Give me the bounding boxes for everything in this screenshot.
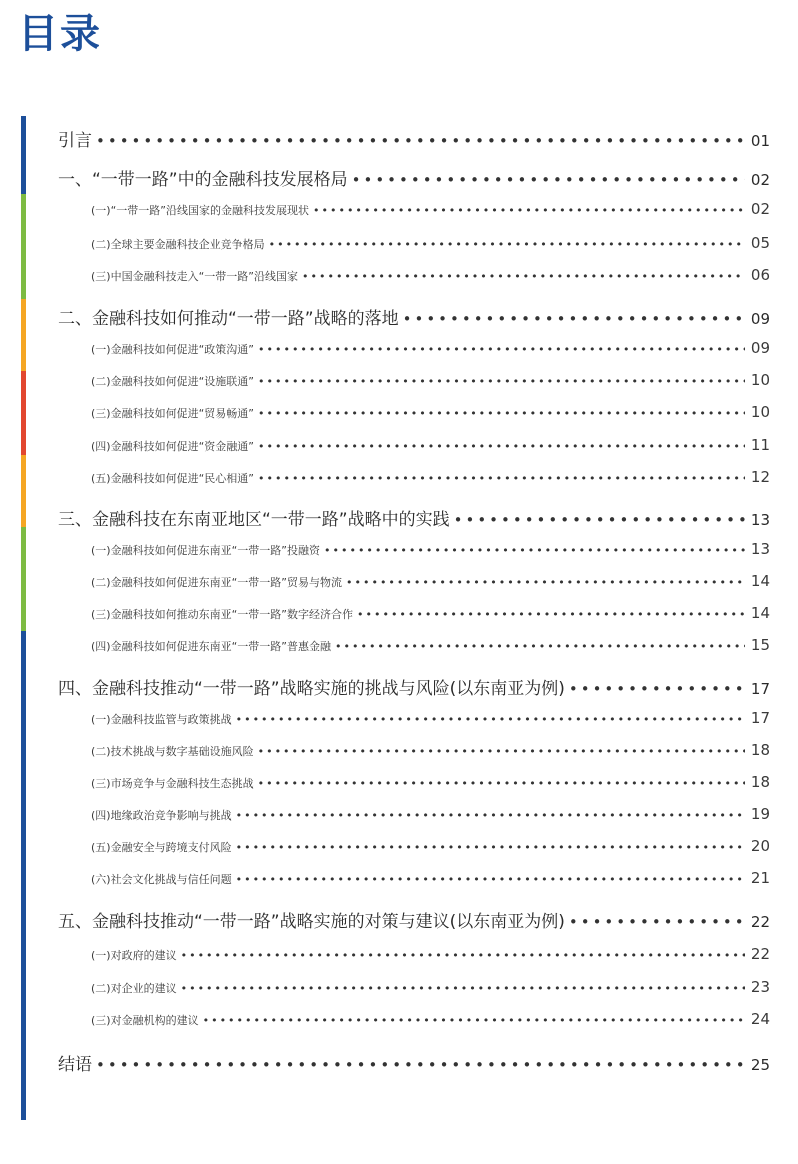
toc-entry-label: (二)技术挑战与数字基础设施风险	[91, 745, 254, 758]
dot-leader	[258, 375, 745, 388]
dot-leader	[313, 204, 745, 217]
toc-entry-page-number: 18	[750, 741, 770, 759]
dot-leader	[569, 913, 745, 931]
toc-entry[interactable]	[58, 126, 770, 151]
dot-leader	[236, 841, 745, 854]
toc-entry-page-number: 10	[750, 403, 770, 421]
toc-entry[interactable]	[58, 1010, 770, 1028]
toc-entry-page-number: 13	[750, 511, 770, 529]
dot-leader	[454, 511, 745, 529]
toc-entry-page-number: 02	[750, 171, 770, 189]
toc-entry[interactable]	[58, 436, 770, 454]
toc-entry[interactable]	[58, 741, 770, 759]
toc-entry-page-number: 09	[750, 310, 770, 328]
dot-leader	[302, 270, 745, 283]
dot-leader	[96, 1056, 745, 1074]
toc-entry[interactable]	[58, 505, 770, 530]
toc-entry[interactable]	[58, 709, 770, 727]
toc-entry-page-number: 15	[750, 636, 770, 654]
toc-entry-page-number: 17	[750, 709, 770, 727]
toc-entry-page-number: 12	[750, 468, 770, 486]
toc-entry[interactable]	[58, 604, 770, 622]
toc-entry-page-number: 18	[750, 773, 770, 791]
toc-entry[interactable]	[58, 945, 770, 963]
page-title: 目录	[18, 11, 102, 57]
toc-entry[interactable]	[58, 1050, 770, 1075]
toc-entry[interactable]	[58, 234, 770, 252]
toc-entry[interactable]	[58, 200, 770, 218]
toc-entry[interactable]	[58, 572, 770, 590]
toc-entry-label: (一)“一带一路”沿线国家的金融科技发展现状	[91, 204, 309, 217]
toc-entry-label: (二)对企业的建议	[91, 982, 177, 995]
toc-entry-label: (二)全球主要金融科技企业竞争格局	[91, 238, 265, 251]
dot-leader	[258, 777, 745, 790]
toc-entry-label: (三)金融科技如何促进“贸易畅通”	[91, 407, 254, 420]
toc-entry-label: (三)中国金融科技走入“一带一路”沿线国家	[91, 270, 298, 283]
dot-leader	[258, 440, 745, 453]
toc-entry-page-number: 21	[750, 869, 770, 887]
toc-entry-label: (一)金融科技如何促进东南亚“一带一路”投融资	[91, 544, 320, 557]
dot-leader	[181, 982, 745, 995]
toc-entry[interactable]	[58, 266, 770, 284]
dot-leader	[357, 608, 745, 621]
toc-entry[interactable]	[58, 339, 770, 357]
toc-entry-label: (三)金融科技如何推动东南亚“一带一路”数字经济合作	[91, 608, 353, 621]
color-bar-segment-green	[21, 194, 26, 299]
toc-entry-page-number: 14	[750, 572, 770, 590]
color-bar-segment-red	[21, 371, 26, 455]
toc-entry-label: 结语	[58, 1055, 92, 1075]
toc-entry-page-number: 02	[750, 200, 770, 218]
toc-entry-page-number: 25	[750, 1056, 770, 1074]
section-color-bar	[21, 116, 26, 1120]
toc-entry-page-number: 22	[750, 913, 770, 931]
dot-leader	[258, 745, 745, 758]
toc-entry-page-number: 19	[750, 805, 770, 823]
toc-entry[interactable]	[58, 773, 770, 791]
toc-entry-page-number: 24	[750, 1010, 770, 1028]
toc-entry-label: 二、金融科技如何推动“一带一路”战略的落地	[58, 309, 399, 329]
color-bar-segment-orange-1	[21, 299, 26, 371]
toc-entry-page-number: 23	[750, 978, 770, 996]
toc-entry-page-number: 10	[750, 371, 770, 389]
toc-entry[interactable]	[58, 978, 770, 996]
dot-leader	[236, 713, 745, 726]
toc-entry-page-number: 22	[750, 945, 770, 963]
dot-leader	[352, 171, 745, 189]
dot-leader	[236, 809, 745, 822]
color-bar-segment-blue-bottom	[21, 631, 26, 1120]
color-bar-segment-green-2	[21, 527, 26, 631]
toc-entry-page-number: 20	[750, 837, 770, 855]
toc-entry[interactable]	[58, 869, 770, 887]
toc-entry-label: (一)对政府的建议	[91, 949, 177, 962]
toc-entry-page-number: 14	[750, 604, 770, 622]
dot-leader	[269, 238, 745, 251]
dot-leader	[258, 343, 745, 356]
toc-entry-label: (二)金融科技如何促进东南亚“一带一路”贸易与物流	[91, 576, 342, 589]
dot-leader	[203, 1014, 745, 1027]
toc-entry-label: (三)对金融机构的建议	[91, 1014, 199, 1027]
dot-leader	[96, 132, 745, 150]
toc-entry[interactable]	[58, 371, 770, 389]
toc-entry[interactable]	[58, 468, 770, 486]
toc-entry[interactable]	[58, 805, 770, 823]
toc-entry-page-number: 17	[750, 680, 770, 698]
color-bar-segment-blue-top	[21, 116, 26, 194]
toc-entry-page-number: 06	[750, 266, 770, 284]
toc-entry-label: 四、金融科技推动“一带一路”战略实施的挑战与风险(以东南亚为例)	[58, 679, 565, 699]
toc-entry-label: (一)金融科技如何促进“政策沟通”	[91, 343, 254, 356]
toc-entry-label: (六)社会文化挑战与信任问题	[91, 873, 232, 886]
toc-entry-page-number: 13	[750, 540, 770, 558]
toc-entry[interactable]	[58, 674, 770, 699]
toc-entry[interactable]	[58, 403, 770, 421]
toc-entry-label: (一)金融科技监管与政策挑战	[91, 713, 232, 726]
toc-entry[interactable]	[58, 837, 770, 855]
toc-entry-label: (四)地缘政治竞争影响与挑战	[91, 809, 232, 822]
toc-entry[interactable]	[58, 540, 770, 558]
toc-entry-label: (四)金融科技如何促进东南亚“一带一路”普惠金融	[91, 640, 331, 653]
toc-entry[interactable]	[58, 907, 770, 932]
toc-entry-page-number: 05	[750, 234, 770, 252]
toc-entry-page-number: 01	[750, 132, 770, 150]
toc-entry-page-number: 11	[750, 436, 770, 454]
toc-entry[interactable]	[58, 165, 770, 190]
toc-entry-label: (五)金融安全与跨境支付风险	[91, 841, 232, 854]
toc-entry-label: (二)金融科技如何促进“设施联通”	[91, 375, 254, 388]
toc-entry-page-number: 09	[750, 339, 770, 357]
toc-entry-label: (四)金融科技如何促进“资金融通”	[91, 440, 254, 453]
dot-leader	[324, 544, 745, 557]
dot-leader	[181, 949, 745, 962]
dot-leader	[236, 873, 745, 886]
dot-leader	[346, 576, 745, 589]
dot-leader	[335, 640, 745, 653]
toc-entry-label: (三)市场竞争与金融科技生态挑战	[91, 777, 254, 790]
dot-leader	[403, 310, 745, 328]
toc-entry-label: (五)金融科技如何促进“民心相通”	[91, 472, 254, 485]
toc-entry[interactable]	[58, 304, 770, 329]
toc-entry-label: 五、金融科技推动“一带一路”战略实施的对策与建议(以东南亚为例)	[58, 912, 565, 932]
dot-leader	[258, 407, 745, 420]
toc-entry-label: 一、“一带一路”中的金融科技发展格局	[58, 170, 348, 190]
toc-entry[interactable]	[58, 636, 770, 654]
color-bar-segment-orange-2	[21, 455, 26, 527]
dot-leader	[258, 472, 745, 485]
toc-entry-label: 引言	[58, 131, 92, 151]
toc-entry-label: 三、金融科技在东南亚地区“一带一路”战略中的实践	[58, 510, 450, 530]
dot-leader	[569, 680, 745, 698]
